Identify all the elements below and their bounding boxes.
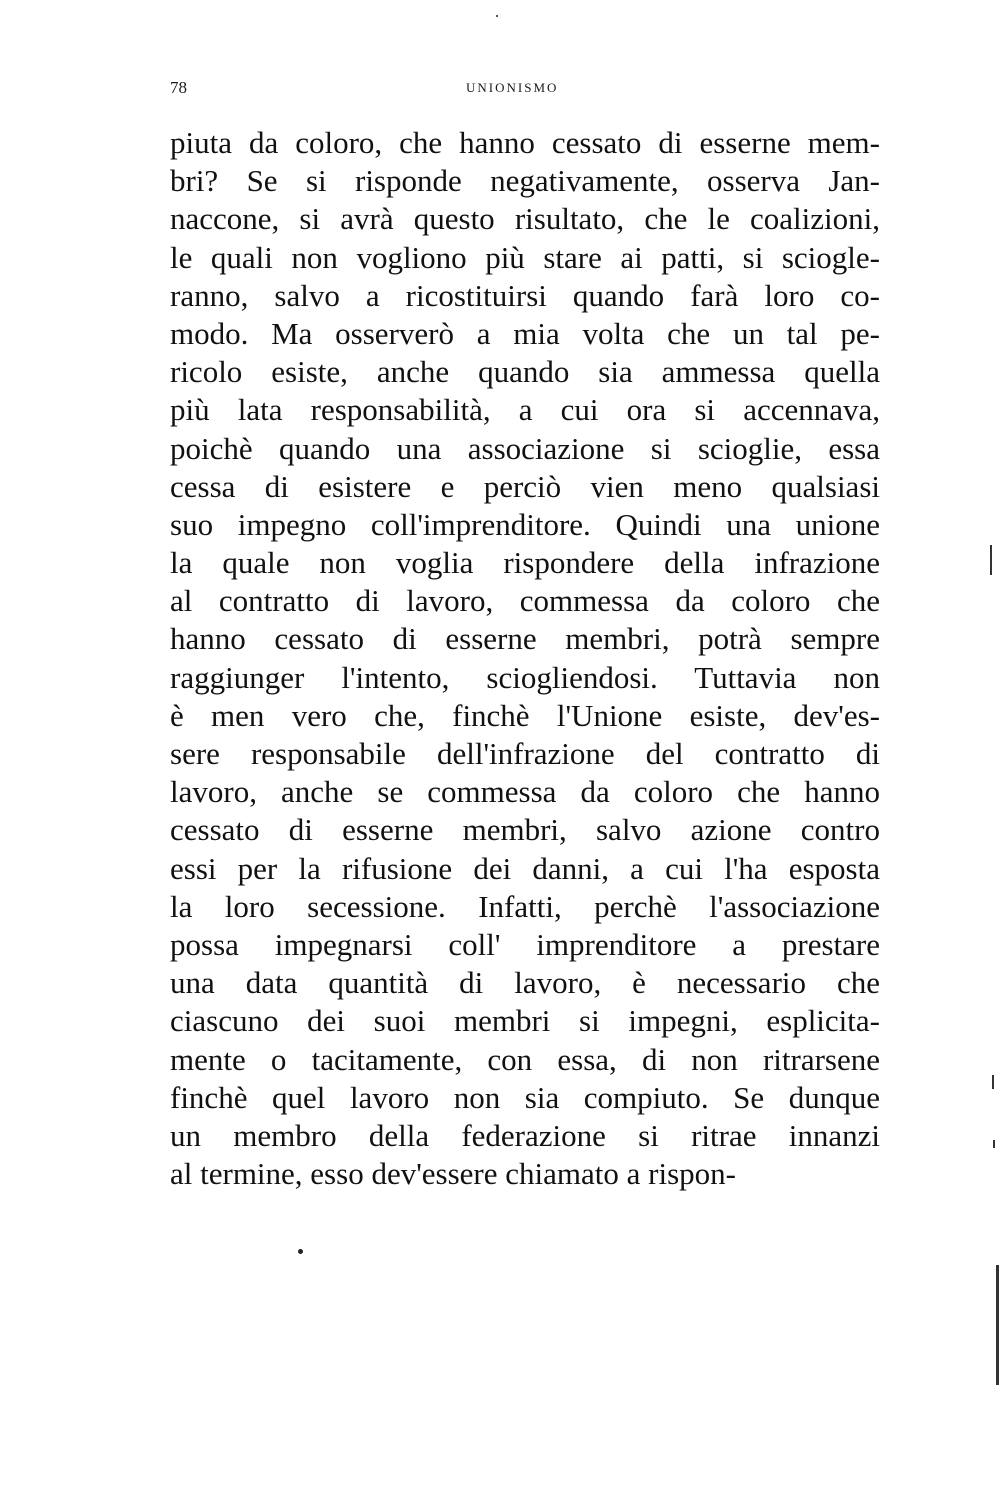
page-edge-mark	[993, 1140, 995, 1148]
text-line: al termine, esso dev'essere chiamato a rispon-	[170, 1156, 736, 1192]
text-line: suo impegno coll'imprenditore. Quindi una unione	[170, 506, 880, 542]
text-line: la loro secessione. Infatti, perchè l'associazione	[170, 888, 880, 924]
page-header	[170, 78, 880, 102]
text-line: le quali non vogliono più stare ai patti, si sciogle-	[170, 239, 880, 275]
page-edge-mark	[996, 1265, 999, 1385]
ink-speck	[298, 1249, 303, 1254]
text-line: ciascuno dei suoi membri si impegni, esplicita-	[170, 1003, 880, 1039]
text-line: al contratto di lavoro, commessa da coloro che	[170, 583, 880, 619]
text-line: finchè quel lavoro non sia compiuto. Se dunque	[170, 1079, 880, 1115]
text-line: lavoro, anche se commessa da coloro che hanno	[170, 774, 880, 810]
text-line: una data quantità di lavoro, è necessario che	[170, 965, 880, 1001]
text-line: hanno cessato di esserne membri, potrà sempre	[170, 621, 880, 657]
body-text	[170, 124, 880, 1193]
text-line: piuta da coloro, che hanno cessato di esserne mem-	[170, 125, 880, 160]
text-line: cessato di esserne membri, salvo azione contro	[170, 812, 880, 848]
text-line: cessa di esistere e perciò vien meno qualsiasi	[170, 468, 880, 504]
text-line: mente o tacitamente, con essa, di non ritrarsene	[170, 1041, 880, 1077]
text-line: poichè quando una associazione si scioglie, essa	[170, 430, 880, 466]
text-line: possa impegnarsi coll' imprenditore a prestare	[170, 926, 880, 962]
text-line: più lata responsabilità, a cui ora si accennava,	[170, 392, 880, 428]
text-line: sere responsabile dell'infrazione del contratto di	[170, 736, 880, 771]
running-head: UNIONISMO	[466, 80, 559, 95]
page-edge-mark	[990, 545, 992, 575]
text-line: è men vero che, finchè l'Unione esiste, dev'es-	[170, 697, 880, 733]
page-number: 78	[170, 78, 187, 97]
text-line: la quale non voglia rispondere della infrazione	[170, 545, 880, 581]
text-line: modo. Ma osserverò a mia volta che un tal pe-	[170, 315, 880, 351]
text-line: bri? Se si risponde negativamente, osserva Jan-	[170, 163, 880, 199]
text-line: un membro della federazione si ritrae innanzi	[170, 1117, 880, 1153]
ink-speck	[496, 15, 498, 17]
text-line: ranno, salvo a ricostituirsi quando farà loro co-	[170, 277, 880, 313]
text-line: raggiunger l'intento, sciogliendosi. Tuttavia non	[170, 659, 880, 695]
text-line: ricolo esiste, anche quando sia ammessa quella	[170, 354, 880, 390]
page-edge-mark	[992, 1075, 994, 1089]
text-line: essi per la rifusione dei danni, a cui l'ha esposta	[170, 850, 880, 886]
text-line: naccone, si avrà questo risultato, che le coalizioni,	[170, 201, 880, 237]
